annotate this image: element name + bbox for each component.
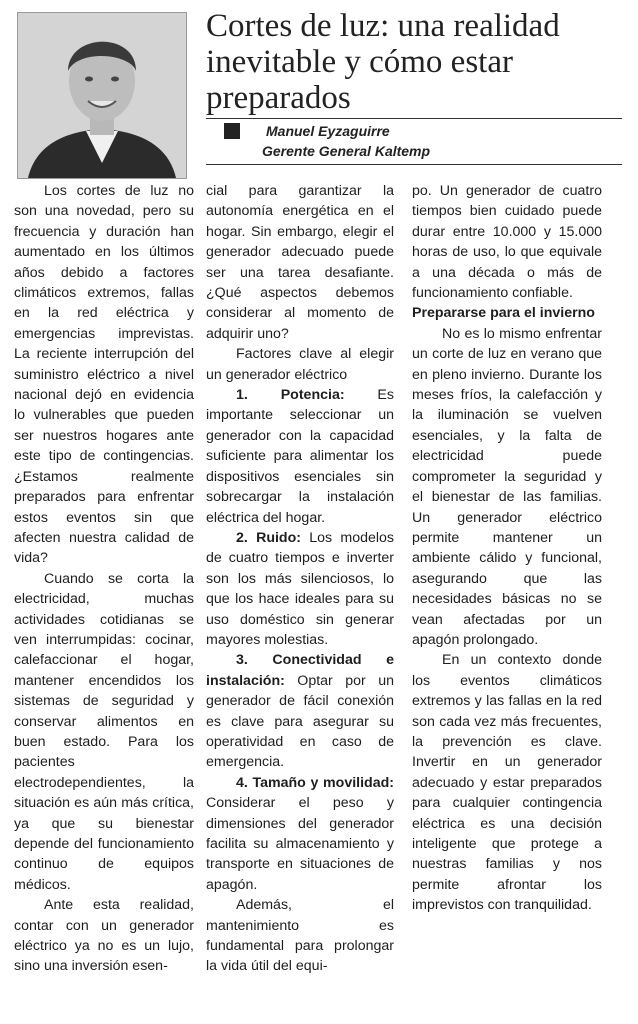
paragraph: Cuando se corta la electricidad, muchas actividades cotidianas se ven interrumpidas: cocinar, calefaccionar el hogar, mantener encendidos los sistemas de seguridad y conservar alimentos en buen estado. Para los pacientes electrodependientes, la situación es aún más crítica, ya que su bienestar depende del funcionamiento continuo de equipos médicos.	[14, 570, 194, 893]
paragraph: Además, el mantenimiento es fundamental para prolongar la vida útil del equi-	[206, 897, 394, 975]
list-item-label: 2. Ruido:	[236, 529, 301, 546]
paragraph: Los cortes de luz no son una novedad, pero su frecuencia y duración han aumentado en los últimos años debido a factores climáticos extremos, fallas en la red eléctrica y emergencias imprevistas. La reciente interrupción del suministro eléctrico a nivel nacional dejó en evidencia lo vulnerables que pueden ser nuestros hogares ante este tipo de contingencias. ¿Estamos realmente preparados para enfrentar estos eventos sin que afecten nuestra calidad de vida?	[14, 183, 194, 567]
list-item-label: 4. Tamaño y movilidad:	[236, 774, 394, 791]
section-subheading: Prepararse para el invierno	[412, 305, 595, 322]
list-item-text: Considerar el peso y dimensiones del generador facilita su almacenamiento y transporte en situaciones de apagón.	[206, 795, 394, 893]
author-name: Manuel Eyzaguirre	[266, 123, 390, 139]
list-item-text: Optar por un generador de fácil conexión es clave para asegurar su operatividad en caso de emergencia.	[206, 672, 394, 771]
byline-top-rule	[206, 118, 622, 119]
list-item-connectivity	[206, 650, 394, 772]
paragraph: Ante esta realidad, contar con un generador eléctrico ya no es un lujo, sino una inversión esen-	[14, 897, 194, 975]
byline-bottom-rule	[206, 164, 622, 165]
author-role: Gerente General Kaltemp	[262, 143, 431, 159]
list-item-text: Los modelos de cuatro tiempos e inverter son los más silenciosos, lo que los hace ideales para su uso doméstico sin generar mayores molestias.	[206, 529, 394, 648]
list-item-noise	[206, 528, 394, 650]
column-2	[206, 181, 394, 977]
paragraph: cial para garantizar la autonomía energética en el hogar. Sin embargo, elegir el generador adecuado puede ser una tarea desafiante. ¿Qué aspectos debemos considerar al momento de adquirir uno?	[206, 183, 394, 342]
article-headline: Cortes de luz: una realidad inevitable y cómo estar preparados	[206, 8, 560, 116]
list-item-power	[206, 385, 394, 528]
paragraph: No es lo mismo enfrentar un corte de luz en verano que en pleno invierno. Durante los meses fríos, la calefacción y la iluminación se vuelven esenciales, y la falta de electricidad puede comprometer la seguridad y el bienestar de las familias. Un generador eléctrico permite mantener un ambiente cálido y funcional, asegurando que las necesidades básicas no se vean afectadas por un apagón prolongado.	[412, 325, 602, 648]
paragraph: po. Un generador de cuatro tiempos bien cuidado puede durar entre 10.000 y 15.000 horas de uso, lo que equivale a una década o más de funcionamiento confiable.	[412, 183, 602, 302]
column-1	[14, 181, 194, 977]
paragraph: Factores clave al elegir un generador eléctrico	[206, 346, 394, 383]
list-item-size	[206, 773, 394, 895]
list-item-label: 3. Conectividad e instalación:	[206, 652, 394, 689]
column-3	[412, 181, 602, 916]
list-item-text: Es importante seleccionar un generador con la capacidad suficiente para alimentar los dispositivos esenciales sin sobrecargar la instalación eléctrica del hogar.	[206, 387, 394, 526]
list-item-label: 1. Potencia:	[236, 387, 345, 404]
author-photo	[17, 12, 187, 179]
byline-square-icon	[224, 123, 240, 139]
paragraph: En un contexto donde los eventos climáticos extremos y las fallas en la red son cada vez más frecuentes, la prevención es clave. Invertir en un generador adecuado y estar preparados para cualquier contingencia eléctrica es una decisión inteligente que protege a nuestras familias y nos permite afrontar los imprevistos con tranquilidad.	[412, 652, 602, 914]
